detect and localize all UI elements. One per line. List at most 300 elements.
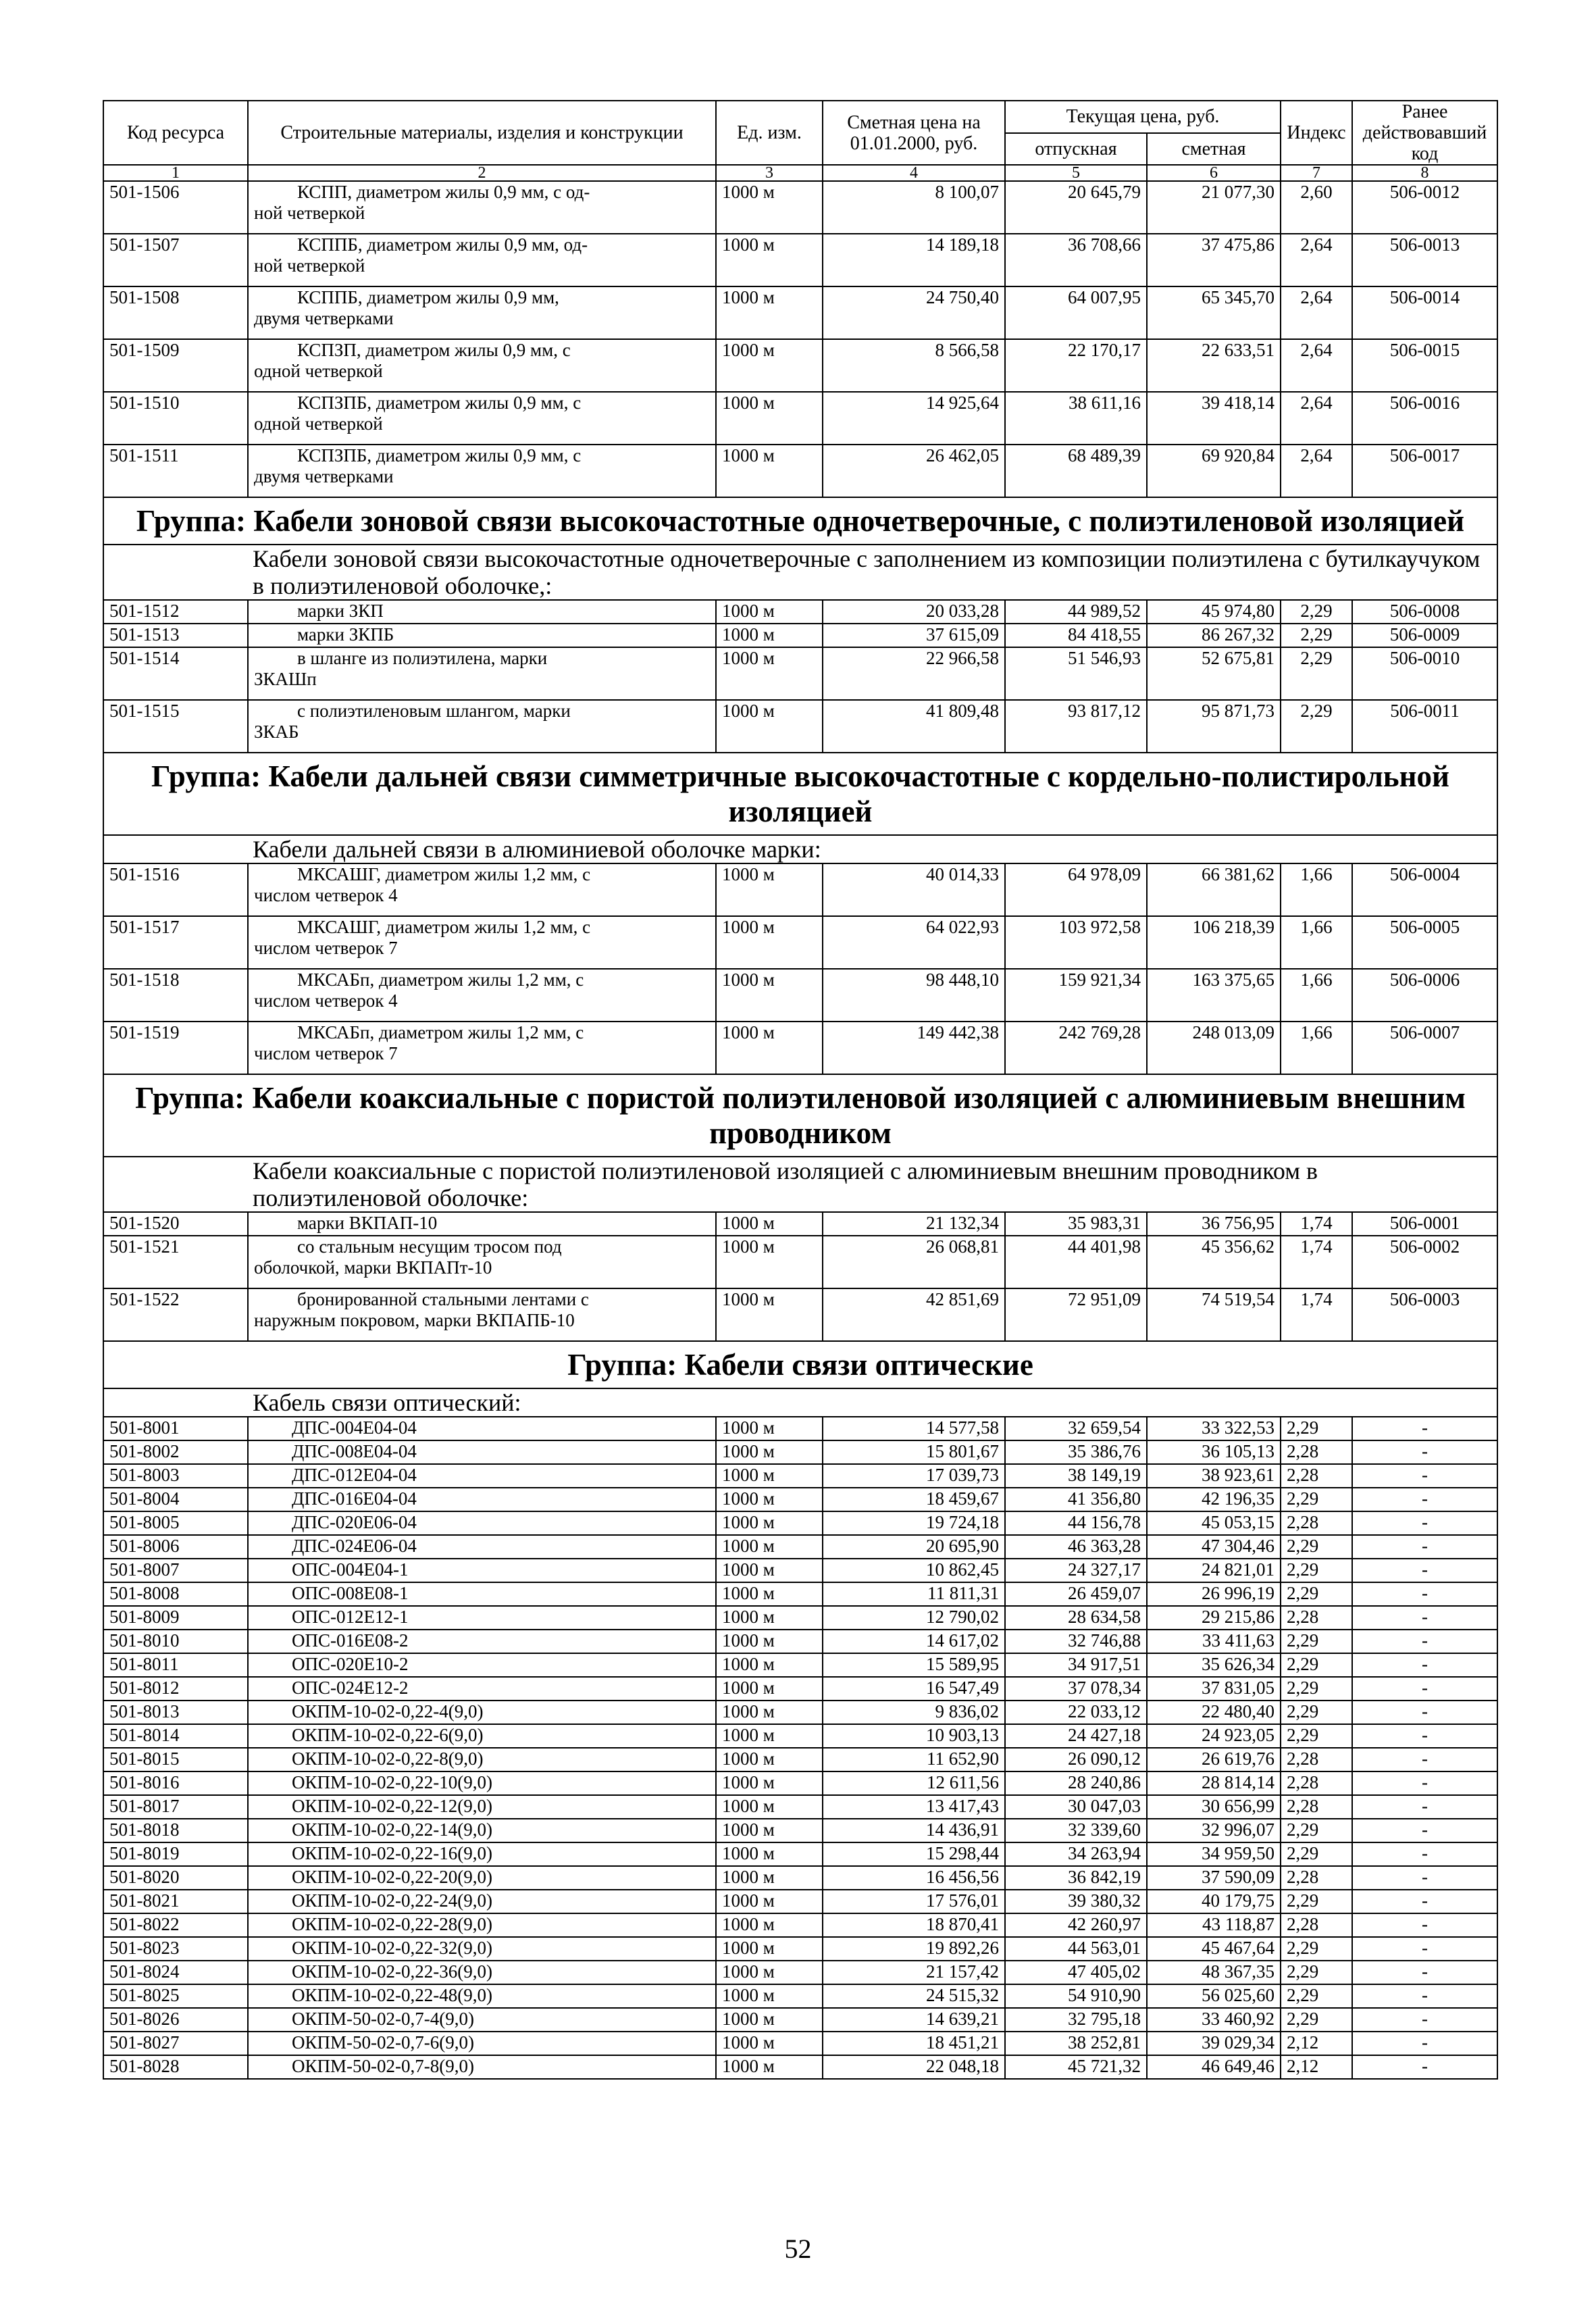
table-row <box>103 969 1497 1022</box>
unit: 1000 м <box>716 1559 823 1582</box>
estimate-price: 33 322,53 <box>1147 1417 1281 1440</box>
sale-price: 42 260,97 <box>1005 1913 1147 1937</box>
group-title: Группа: Кабели зоновой связи высокочастотные одночетверочные, с полиэтиленовой изоляцией <box>103 497 1497 545</box>
index: 1,66 <box>1281 1022 1352 1074</box>
sale-price: 64 007,95 <box>1005 286 1147 339</box>
estimate-price: 48 367,35 <box>1147 1961 1281 1984</box>
table-row <box>103 1212 1497 1236</box>
material-name: ОКПМ-10-02-0,22-20(9,0) <box>248 1866 716 1890</box>
sale-price: 93 817,12 <box>1005 700 1147 753</box>
material-name <box>248 181 716 234</box>
estimate-price: 39 418,14 <box>1147 392 1281 445</box>
table-row <box>103 181 1497 234</box>
base-price: 17 576,01 <box>823 1890 1005 1913</box>
unit: 1000 м <box>716 624 823 647</box>
sale-price: 38 149,19 <box>1005 1464 1147 1488</box>
table-row <box>103 1771 1497 1795</box>
table-row <box>103 1535 1497 1559</box>
material-name <box>248 969 716 1022</box>
old-code: - <box>1352 1890 1497 1913</box>
resource-code: 501-1521 <box>103 1236 248 1288</box>
old-code: - <box>1352 1630 1497 1653</box>
sale-price: 32 659,54 <box>1005 1417 1147 1440</box>
group-title-row <box>103 753 1497 835</box>
resource-code: 501-1515 <box>103 700 248 753</box>
header-old-code: Ранее действовавший код <box>1352 101 1497 165</box>
unit: 1000 м <box>716 700 823 753</box>
index: 2,29 <box>1281 700 1352 753</box>
table-row <box>103 1630 1497 1653</box>
resource-code: 501-1518 <box>103 969 248 1022</box>
material-name: ОКПМ-10-02-0,22-10(9,0) <box>248 1771 716 1795</box>
resource-code: 501-8025 <box>103 1984 248 2008</box>
base-price: 17 039,73 <box>823 1464 1005 1488</box>
material-name-line1: с полиэтиленовым шлангом, марки <box>297 701 571 721</box>
resource-code: 501-1506 <box>103 181 248 234</box>
index: 2,64 <box>1281 286 1352 339</box>
unit: 1000 м <box>716 916 823 969</box>
resource-code: 501-1520 <box>103 1212 248 1236</box>
material-name-line2: ной четверкой <box>254 255 365 276</box>
estimate-price: 74 519,54 <box>1147 1288 1281 1341</box>
sale-price: 24 427,18 <box>1005 1724 1147 1748</box>
table-row <box>103 1653 1497 1677</box>
resource-code: 501-1507 <box>103 234 248 286</box>
material-name-line1: в шланге из полиэтилена, марки <box>297 648 548 668</box>
unit: 1000 м <box>716 2032 823 2055</box>
estimate-price: 66 381,62 <box>1147 863 1281 916</box>
table-row <box>103 339 1497 392</box>
resource-code: 501-8011 <box>103 1653 248 1677</box>
estimate-price: 37 590,09 <box>1147 1866 1281 1890</box>
index: 2,28 <box>1281 1795 1352 1819</box>
index: 1,66 <box>1281 916 1352 969</box>
index: 2,28 <box>1281 1866 1352 1890</box>
estimate-price: 39 029,34 <box>1147 2032 1281 2055</box>
material-name <box>248 916 716 969</box>
estimate-price: 28 814,14 <box>1147 1771 1281 1795</box>
resource-code: 501-1513 <box>103 624 248 647</box>
subgroup-row <box>103 1388 1497 1417</box>
sale-price: 44 563,01 <box>1005 1937 1147 1961</box>
base-price: 14 639,21 <box>823 2008 1005 2032</box>
material-name-line1: КСПЗПБ, диаметром жилы 0,9 мм, с <box>297 393 582 413</box>
sale-price: 37 078,34 <box>1005 1677 1147 1701</box>
resource-code: 501-8023 <box>103 1937 248 1961</box>
sale-price: 64 978,09 <box>1005 863 1147 916</box>
old-code: - <box>1352 1937 1497 1961</box>
material-name <box>248 700 716 753</box>
table-row <box>103 916 1497 969</box>
table-row <box>103 2008 1497 2032</box>
column-number: 5 <box>1005 165 1147 181</box>
index: 2,28 <box>1281 1511 1352 1535</box>
resource-code: 501-8006 <box>103 1535 248 1559</box>
base-price: 10 903,13 <box>823 1724 1005 1748</box>
table-row <box>103 1984 1497 2008</box>
unit: 1000 м <box>716 286 823 339</box>
old-code: 506-0013 <box>1352 234 1497 286</box>
unit: 1000 м <box>716 1771 823 1795</box>
base-price: 98 448,10 <box>823 969 1005 1022</box>
old-code: 506-0007 <box>1352 1022 1497 1074</box>
column-number: 6 <box>1147 165 1281 181</box>
estimate-price: 26 619,76 <box>1147 1748 1281 1771</box>
unit: 1000 м <box>716 1842 823 1866</box>
material-name-line2: числом четверок 4 <box>254 885 398 905</box>
material-name <box>248 1288 716 1341</box>
resource-code: 501-8027 <box>103 2032 248 2055</box>
unit: 1000 м <box>716 1440 823 1464</box>
estimate-price: 46 649,46 <box>1147 2055 1281 2079</box>
material-name: ДПС-004Е04-04 <box>248 1417 716 1440</box>
material-name: ОПС-020Е10-2 <box>248 1653 716 1677</box>
resource-code: 501-8022 <box>103 1913 248 1937</box>
base-price: 13 417,43 <box>823 1795 1005 1819</box>
material-name-line1: КСПЗПБ, диаметром жилы 0,9 мм, с <box>297 445 582 466</box>
sale-price: 84 418,55 <box>1005 624 1147 647</box>
material-name-line1: КСППБ, диаметром жилы 0,9 мм, од- <box>297 234 588 255</box>
index: 2,28 <box>1281 1771 1352 1795</box>
material-name: ОКПМ-10-02-0,22-48(9,0) <box>248 1984 716 2008</box>
material-name <box>248 600 716 624</box>
estimate-price: 29 215,86 <box>1147 1606 1281 1630</box>
subgroup-indent: Кабель связи оптический: <box>103 1388 1497 1417</box>
material-name-line1: марки ЗКПБ <box>297 624 394 645</box>
header-unit: Ед. изм. <box>716 101 823 165</box>
estimate-price: 21 077,30 <box>1147 181 1281 234</box>
resource-code: 501-1517 <box>103 916 248 969</box>
base-price: 15 589,95 <box>823 1653 1005 1677</box>
table-row <box>103 1961 1497 1984</box>
index: 2,29 <box>1281 1961 1352 1984</box>
estimate-price: 86 267,32 <box>1147 624 1281 647</box>
resource-code: 501-8020 <box>103 1866 248 1890</box>
resource-code: 501-8021 <box>103 1890 248 1913</box>
material-name-line1: КСППБ, диаметром жилы 0,9 мм, <box>297 287 559 307</box>
material-name <box>248 1236 716 1288</box>
material-name: ОКПМ-10-02-0,22-32(9,0) <box>248 1937 716 1961</box>
header-estimate-price: сметная <box>1147 133 1281 166</box>
material-name-line1: МКСАШГ, диаметром жилы 1,2 мм, с <box>297 917 591 937</box>
estimate-price: 36 105,13 <box>1147 1440 1281 1464</box>
resource-code: 501-1519 <box>103 1022 248 1074</box>
column-number: 3 <box>716 165 823 181</box>
old-code: 506-0012 <box>1352 181 1497 234</box>
estimate-price: 33 411,63 <box>1147 1630 1281 1653</box>
estimate-price: 24 821,01 <box>1147 1559 1281 1582</box>
base-price: 11 652,90 <box>823 1748 1005 1771</box>
estimate-price: 42 196,35 <box>1147 1488 1281 1511</box>
index: 2,64 <box>1281 392 1352 445</box>
material-name: ДПС-008Е04-04 <box>248 1440 716 1464</box>
base-price: 10 862,45 <box>823 1559 1005 1582</box>
material-name: ОПС-004Е04-1 <box>248 1559 716 1582</box>
table-row <box>103 1724 1497 1748</box>
table-row <box>103 1842 1497 1866</box>
material-name <box>248 647 716 700</box>
unit: 1000 м <box>716 1288 823 1341</box>
table-row <box>103 1890 1497 1913</box>
base-price: 42 851,69 <box>823 1288 1005 1341</box>
unit: 1000 м <box>716 1748 823 1771</box>
unit: 1000 м <box>716 1417 823 1440</box>
base-price: 14 925,64 <box>823 392 1005 445</box>
unit: 1000 м <box>716 1913 823 1937</box>
sale-price: 44 401,98 <box>1005 1236 1147 1288</box>
material-name: ОКПМ-10-02-0,22-12(9,0) <box>248 1795 716 1819</box>
material-name-line2: двумя четверками <box>254 308 394 328</box>
resource-code: 501-8024 <box>103 1961 248 1984</box>
old-code: - <box>1352 1488 1497 1511</box>
column-number: 4 <box>823 165 1005 181</box>
table-row <box>103 1559 1497 1582</box>
index: 1,74 <box>1281 1212 1352 1236</box>
material-name: ОКПМ-50-02-0,7-4(9,0) <box>248 2008 716 2032</box>
unit: 1000 м <box>716 1795 823 1819</box>
estimate-price: 22 480,40 <box>1147 1701 1281 1724</box>
material-name <box>248 445 716 497</box>
estimate-price: 36 756,95 <box>1147 1212 1281 1236</box>
material-name-line1: бронированной стальными лентами с <box>297 1289 589 1309</box>
resource-code: 501-1508 <box>103 286 248 339</box>
table-row <box>103 863 1497 916</box>
base-price: 18 451,21 <box>823 2032 1005 2055</box>
base-price: 14 617,02 <box>823 1630 1005 1653</box>
sale-price: 26 459,07 <box>1005 1582 1147 1606</box>
sale-price: 44 989,52 <box>1005 600 1147 624</box>
index: 2,28 <box>1281 1748 1352 1771</box>
estimate-price: 56 025,60 <box>1147 1984 1281 2008</box>
material-name-line2: оболочкой, марки ВКПАПт-10 <box>254 1257 492 1278</box>
index: 1,66 <box>1281 969 1352 1022</box>
sale-price: 103 972,58 <box>1005 916 1147 969</box>
old-code: 506-0015 <box>1352 339 1497 392</box>
unit: 1000 м <box>716 234 823 286</box>
index: 2,60 <box>1281 181 1352 234</box>
sale-price: 22 033,12 <box>1005 1701 1147 1724</box>
material-name: ОКПМ-10-02-0,22-28(9,0) <box>248 1913 716 1937</box>
unit: 1000 м <box>716 1984 823 2008</box>
estimate-price: 35 626,34 <box>1147 1653 1281 1677</box>
unit: 1000 м <box>716 1866 823 1890</box>
sale-price: 30 047,03 <box>1005 1795 1147 1819</box>
base-price: 26 068,81 <box>823 1236 1005 1288</box>
old-code: 506-0003 <box>1352 1288 1497 1341</box>
material-name: ОКПМ-10-02-0,22-8(9,0) <box>248 1748 716 1771</box>
base-price: 18 459,67 <box>823 1488 1005 1511</box>
estimate-price: 22 633,51 <box>1147 339 1281 392</box>
old-code: - <box>1352 1961 1497 1984</box>
material-name-line1: МКСАБп, диаметром жилы 1,2 мм, с <box>297 1022 584 1042</box>
estimate-price: 40 179,75 <box>1147 1890 1281 1913</box>
base-price: 22 966,58 <box>823 647 1005 700</box>
resource-code: 501-8005 <box>103 1511 248 1535</box>
sale-price: 32 795,18 <box>1005 2008 1147 2032</box>
unit: 1000 м <box>716 1022 823 1074</box>
header-base-price: Сметная цена на 01.01.2000, руб. <box>823 101 1005 165</box>
table-row <box>103 1511 1497 1535</box>
index: 1,74 <box>1281 1236 1352 1288</box>
material-name-line1: КСПЗП, диаметром жилы 0,9 мм, с <box>297 340 571 360</box>
material-name: ОКПМ-10-02-0,22-36(9,0) <box>248 1961 716 1984</box>
estimate-price: 32 996,07 <box>1147 1819 1281 1842</box>
old-code: - <box>1352 2032 1497 2055</box>
material-name: ДПС-016Е04-04 <box>248 1488 716 1511</box>
estimate-price: 69 920,84 <box>1147 445 1281 497</box>
unit: 1000 м <box>716 1890 823 1913</box>
header-materials: Строительные материалы, изделия и конструкции <box>248 101 716 165</box>
resource-code: 501-8018 <box>103 1819 248 1842</box>
estimate-price: 33 460,92 <box>1147 2008 1281 2032</box>
resource-code: 501-8004 <box>103 1488 248 1511</box>
unit: 1000 м <box>716 600 823 624</box>
sale-price: 34 917,51 <box>1005 1653 1147 1677</box>
index: 2,29 <box>1281 1842 1352 1866</box>
subgroup-row <box>103 545 1497 600</box>
material-name-line1: КСПП, диаметром жилы 0,9 мм, с од- <box>297 182 590 202</box>
old-code: - <box>1352 1842 1497 1866</box>
resource-code: 501-8026 <box>103 2008 248 2032</box>
unit: 1000 м <box>716 969 823 1022</box>
sale-price: 159 921,34 <box>1005 969 1147 1022</box>
sale-price: 32 746,88 <box>1005 1630 1147 1653</box>
unit: 1000 м <box>716 647 823 700</box>
old-code: 506-0014 <box>1352 286 1497 339</box>
table-row <box>103 1606 1497 1630</box>
table-row <box>103 1866 1497 1890</box>
sale-price: 45 721,32 <box>1005 2055 1147 2079</box>
subgroup-indent: Кабели коаксиальные с пористой полиэтиленовой изоляцией с алюминиевым внешним проводником в полиэтиленовой оболочке: <box>103 1157 1497 1212</box>
resource-code: 501-1511 <box>103 445 248 497</box>
material-name <box>248 1212 716 1236</box>
table-row <box>103 700 1497 753</box>
unit: 1000 м <box>716 1535 823 1559</box>
sale-price: 38 611,16 <box>1005 392 1147 445</box>
price-table-sheet <box>103 100 1497 2080</box>
group-title-row <box>103 1074 1497 1157</box>
material-name-line2: одной четверкой <box>254 413 383 434</box>
resource-code: 501-8008 <box>103 1582 248 1606</box>
sale-price: 28 240,86 <box>1005 1771 1147 1795</box>
table-row <box>103 1937 1497 1961</box>
old-code: - <box>1352 1535 1497 1559</box>
old-code: - <box>1352 1819 1497 1842</box>
sale-price: 36 708,66 <box>1005 234 1147 286</box>
old-code: - <box>1352 2008 1497 2032</box>
old-code: - <box>1352 1771 1497 1795</box>
table-row <box>103 624 1497 647</box>
base-price: 8 566,58 <box>823 339 1005 392</box>
old-code: 506-0008 <box>1352 600 1497 624</box>
estimate-price: 26 996,19 <box>1147 1582 1281 1606</box>
material-name-line2: числом четверок 4 <box>254 990 398 1011</box>
index: 2,28 <box>1281 1440 1352 1464</box>
old-code: - <box>1352 1795 1497 1819</box>
base-price: 24 750,40 <box>823 286 1005 339</box>
sale-price: 68 489,39 <box>1005 445 1147 497</box>
unit: 1000 м <box>716 1606 823 1630</box>
subgroup-indent: Кабели дальней связи в алюминиевой оболочке марки: <box>103 835 1497 863</box>
resource-code: 501-8014 <box>103 1724 248 1748</box>
material-name: ДПС-012Е04-04 <box>248 1464 716 1488</box>
material-name <box>248 234 716 286</box>
material-name-line2: наружным покровом, марки ВКПАПБ-10 <box>254 1310 575 1330</box>
table-row <box>103 1288 1497 1341</box>
base-price: 20 033,28 <box>823 600 1005 624</box>
group-title-row <box>103 1341 1497 1388</box>
unit: 1000 м <box>716 1653 823 1677</box>
base-price: 37 615,09 <box>823 624 1005 647</box>
material-name: ОПС-008Е08-1 <box>248 1582 716 1606</box>
estimate-price: 37 475,86 <box>1147 234 1281 286</box>
index: 2,29 <box>1281 1535 1352 1559</box>
index: 2,29 <box>1281 1701 1352 1724</box>
estimate-price: 24 923,05 <box>1147 1724 1281 1748</box>
material-name: ОКПМ-10-02-0,22-4(9,0) <box>248 1701 716 1724</box>
sale-price: 41 356,80 <box>1005 1488 1147 1511</box>
old-code: - <box>1352 1606 1497 1630</box>
table-row <box>103 2055 1497 2079</box>
resource-code: 501-8012 <box>103 1677 248 1701</box>
index: 2,64 <box>1281 234 1352 286</box>
material-name <box>248 339 716 392</box>
unit: 1000 м <box>716 392 823 445</box>
old-code: 506-0002 <box>1352 1236 1497 1288</box>
table-row <box>103 1701 1497 1724</box>
material-name: ОПС-024Е12-2 <box>248 1677 716 1701</box>
group-title-row <box>103 497 1497 545</box>
base-price: 22 048,18 <box>823 2055 1005 2079</box>
estimate-price: 43 118,87 <box>1147 1913 1281 1937</box>
table-row <box>103 445 1497 497</box>
resource-code: 501-8010 <box>103 1630 248 1653</box>
page-number: 52 <box>784 2234 812 2264</box>
unit: 1000 м <box>716 1724 823 1748</box>
sale-price: 22 170,17 <box>1005 339 1147 392</box>
index: 2,64 <box>1281 445 1352 497</box>
header-sale-price: отпускная <box>1005 133 1147 166</box>
table-body <box>103 181 1497 2079</box>
old-code: 506-0006 <box>1352 969 1497 1022</box>
old-code: - <box>1352 2055 1497 2079</box>
old-code: - <box>1352 1866 1497 1890</box>
sale-price: 32 339,60 <box>1005 1819 1147 1842</box>
material-name-line2: ной четверкой <box>254 203 365 223</box>
resource-code: 501-1516 <box>103 863 248 916</box>
old-code: 506-0004 <box>1352 863 1497 916</box>
old-code: - <box>1352 1677 1497 1701</box>
subgroup-row <box>103 1157 1497 1212</box>
material-name: ОКПМ-10-02-0,22-14(9,0) <box>248 1819 716 1842</box>
estimate-price: 37 831,05 <box>1147 1677 1281 1701</box>
index: 2,29 <box>1281 1559 1352 1582</box>
material-name-line2: числом четверок 7 <box>254 938 398 958</box>
base-price: 12 611,56 <box>823 1771 1005 1795</box>
unit: 1000 м <box>716 1701 823 1724</box>
base-price: 12 790,02 <box>823 1606 1005 1630</box>
table-row <box>103 647 1497 700</box>
sale-price: 72 951,09 <box>1005 1288 1147 1341</box>
old-code: - <box>1352 1559 1497 1582</box>
sale-price: 51 546,93 <box>1005 647 1147 700</box>
unit: 1000 м <box>716 2055 823 2079</box>
table-row <box>103 1748 1497 1771</box>
group-title: Группа: Кабели коаксиальные с пористой полиэтиленовой изоляцией с алюминиевым внешним проводником <box>103 1074 1497 1157</box>
index: 2,28 <box>1281 1464 1352 1488</box>
base-price: 11 811,31 <box>823 1582 1005 1606</box>
unit: 1000 м <box>716 1511 823 1535</box>
